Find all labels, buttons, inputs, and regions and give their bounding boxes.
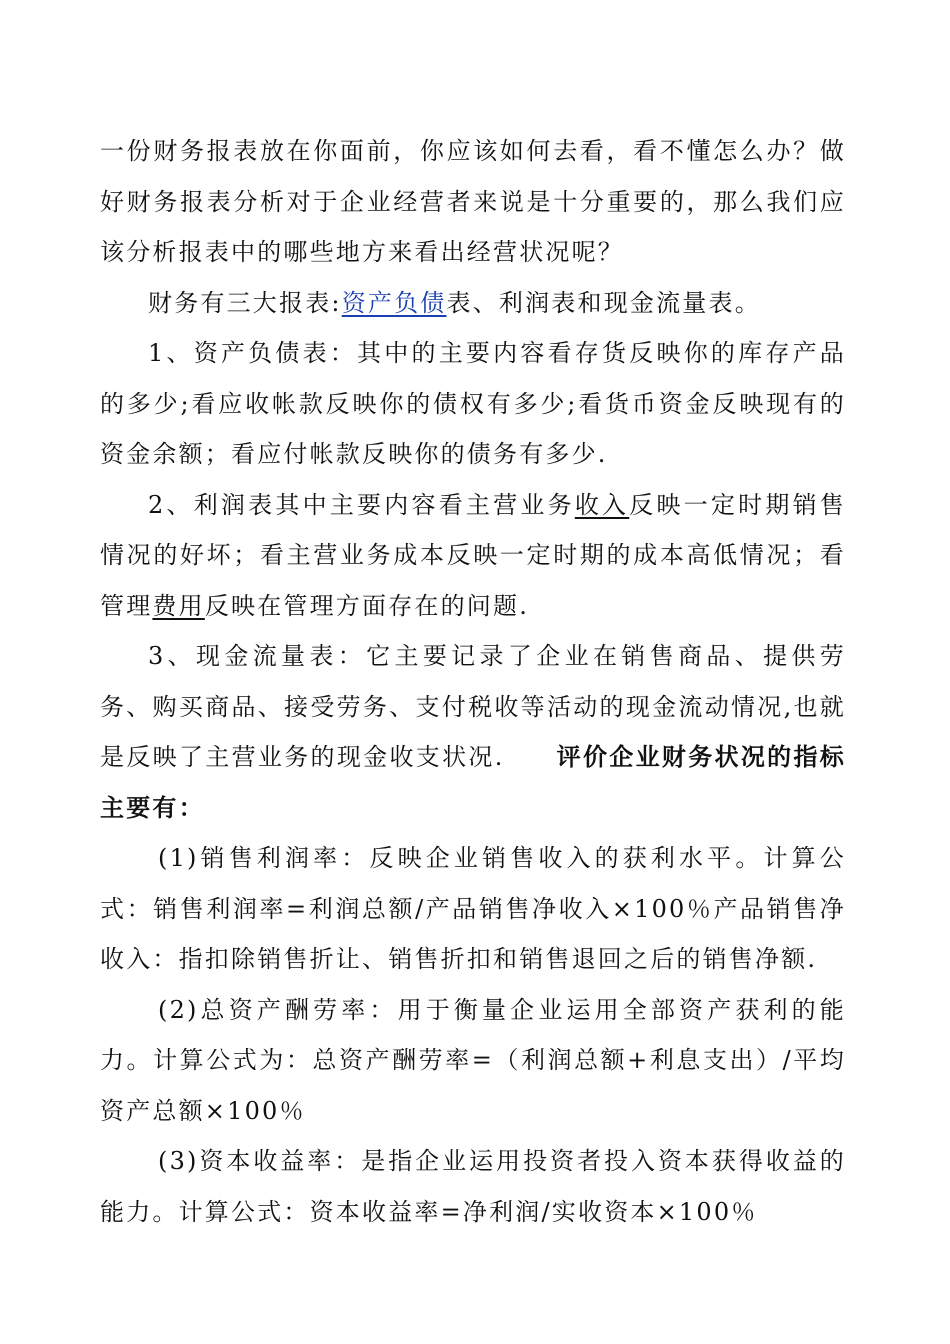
income-statement-paragraph bbox=[100, 480, 846, 632]
income-statement-text-3: 反映在管理方面存在的问题. bbox=[204, 591, 530, 620]
income-statement-text-2: 反映一定时期销售情况的好坏；看主营业务成本反映一定时期的成本高低情况；看管理 bbox=[100, 490, 847, 620]
balance-sheet-link[interactable]: 资产负债 bbox=[341, 288, 447, 317]
cash-flow-text: 3、现金流量表：它主要记录了企业在销售商品、提供劳务、购买商品、接受劳务、支付税收等活动的现金流动情况,也就是反映了主营业务的现金收支状况. bbox=[100, 642, 846, 771]
three-reports-paragraph bbox=[100, 278, 846, 329]
expense-link[interactable]: 费用 bbox=[152, 591, 205, 620]
intro-paragraph: 一份财务报表放在你面前，你应该如何去看，看不懂怎么办？做好财务报表分析对于企业经营者来说是十分重要的，那么我们应该分析报表中的哪些地方来看出经营状况呢？ bbox=[100, 137, 846, 266]
balance-sheet-paragraph: 1、资产负债表：其中的主要内容看存货反映你的库存产品的多少;看应收帐款反映你的债权有多少;看货币资金反映现有的资金余额；看应付帐款反映你的债务有多少. bbox=[100, 339, 846, 468]
cash-flow-paragraph bbox=[100, 631, 846, 833]
document-body bbox=[100, 126, 846, 1237]
sales-margin-paragraph: (1)销售利润率：反映企业销售收入的获利水平。计算公式：销售利润率=利润总额/产品销售净收入×100％产品销售净收入：指扣除销售折让、销售折扣和销售退回之后的销售净额. bbox=[100, 844, 846, 973]
three-reports-lead: 财务有三大报表: bbox=[148, 288, 342, 317]
return-on-assets-paragraph: (2)总资产酬劳率：用于衡量企业运用全部资产获利的能力。计算公式为：总资产酬劳率=（利润总额+利息支出）/平均资产总额×100％ bbox=[100, 995, 846, 1125]
revenue-link[interactable]: 收入 bbox=[574, 490, 630, 519]
three-reports-tail: 表、利润表和现金流量表。 bbox=[446, 288, 761, 317]
indicators-heading: 评价企业财务状况的指标主要有： bbox=[100, 743, 847, 822]
return-on-capital-paragraph: (3)资本收益率：是指企业运用投资者投入资本获得收益的能力。计算公式：资本收益率=净利润/实收资本×100％ bbox=[100, 1147, 846, 1226]
income-statement-text-1: 2、利润表其中主要内容看主营业务 bbox=[148, 490, 575, 519]
